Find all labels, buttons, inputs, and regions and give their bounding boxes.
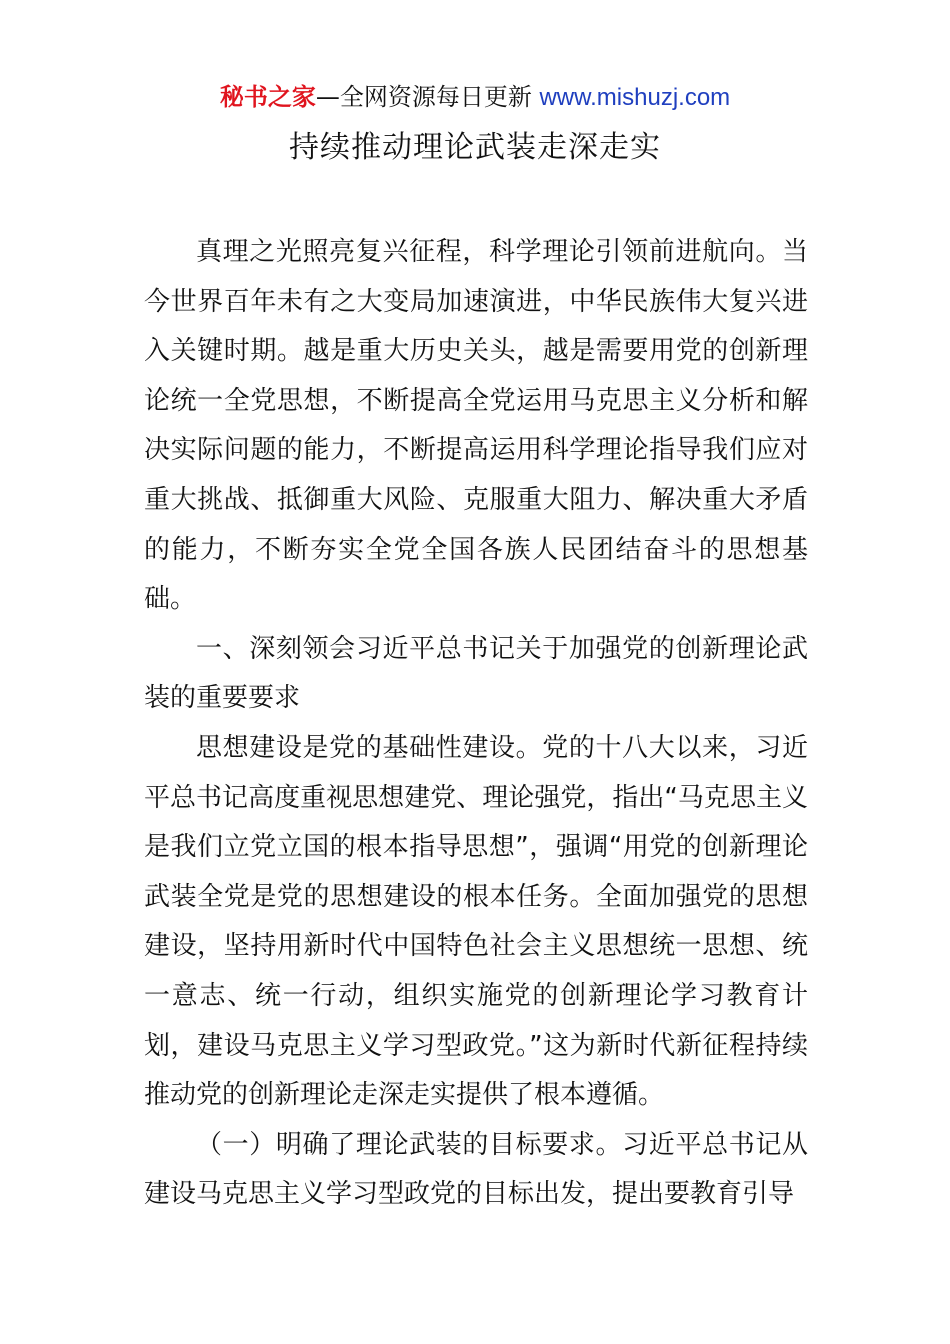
site-brand: 秘书之家 <box>219 83 316 111</box>
section-1-paragraph: 思想建设是党的基础性建设。党的十八大以来，习近平总书记高度重视思想建党、理论强党，指出“马克思主义是我们立党立国的根本指导思想”，强调“用党的创新理论武装全党是党的思想建设的根本任务。全面加强党的思想建设，坚持用新时代中国特色社会主义思想统一思想、统一意志、统一行动，组织实施党的创新理论学习教育计划，建设马克思主义学习型政党。”这为新时代新征程持续推动党的创新理论走深走实提供了根本遵循。 <box>144 732 808 1111</box>
section-heading-1: 一、深刻领会习近平总书记关于加强党的创新理论武装的重要要求 <box>144 633 808 714</box>
site-banner <box>0 80 950 115</box>
site-tagline: —全网资源每日更新 <box>315 83 540 111</box>
subsection-1-paragraph: （一）明确了理论武装的目标要求。习近平总书记从建设马克思主义学习型政党的目标出发，提出要教育引导 <box>144 1129 808 1210</box>
intro-paragraph: 真理之光照亮复兴征程，科学理论引领前进航向。当今世界百年未有之大变局加速演进，中华民族伟大复兴进入关键时期。越是重大历史关头，越是需要用党的创新理论统一全党思想，不断提高全党运用马克思主义分析和解决实际问题的能力，不断提高运用科学理论指导我们应对重大挑战、抵御重大风险、克服重大阻力、解决重大矛盾的能力，不断夯实全党全国各族人民团结奋斗的思想基础。 <box>144 237 808 615</box>
document-body <box>144 228 808 1220</box>
site-url-link[interactable]: www.mishuzj.com <box>539 84 731 111</box>
document-title: 持续推动理论武装走深走实 <box>289 130 661 165</box>
